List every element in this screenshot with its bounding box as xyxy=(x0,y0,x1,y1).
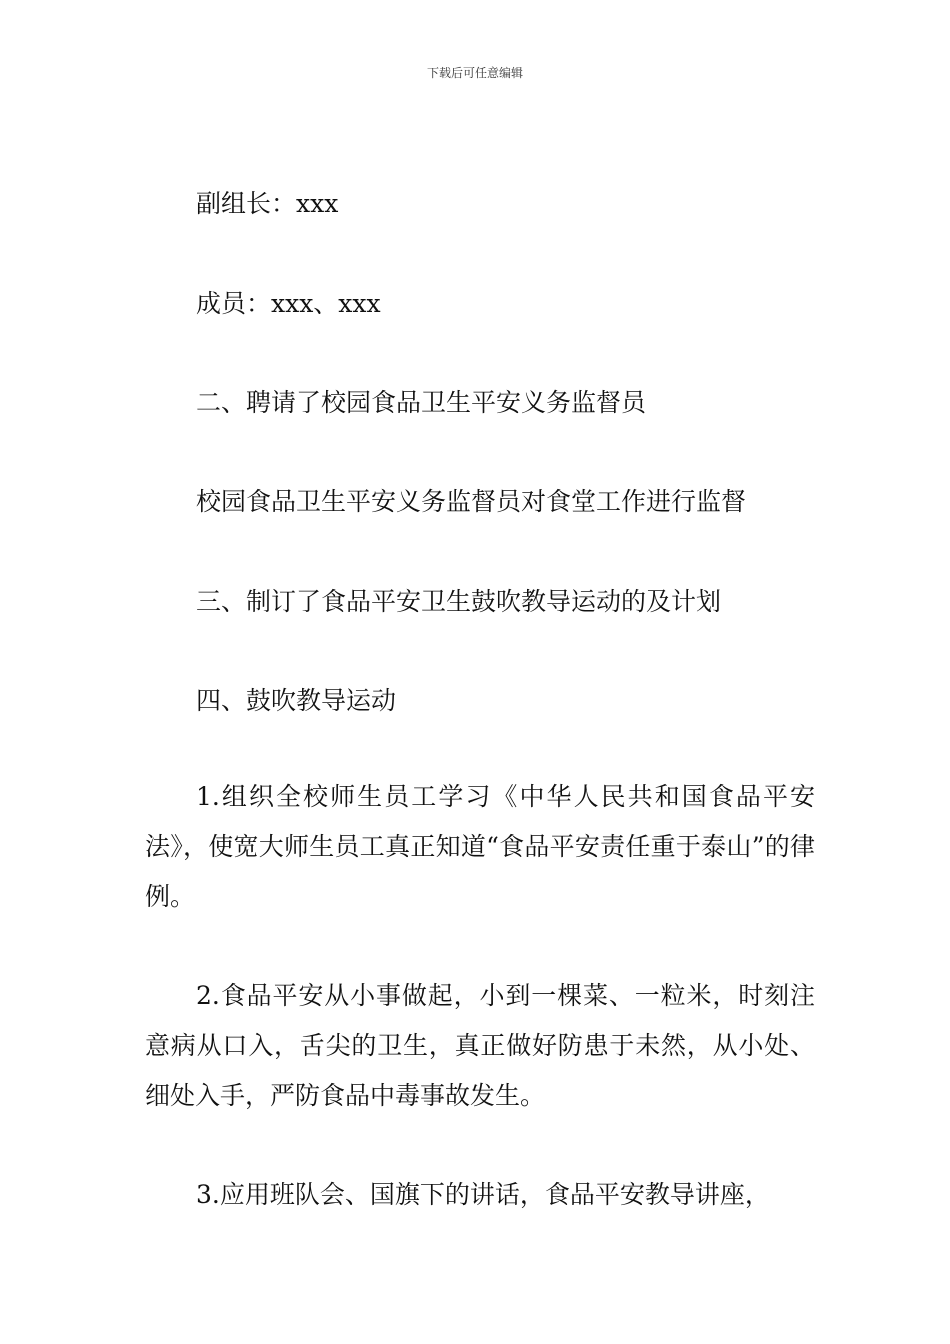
paragraph-2: 2.食品平安从小事做起，小到一棵菜、一粒米，时刻注意病从口入，舌尖的卫生，真正做好防患于未然，从小处、细处入手，严防食品中毒事故发生。 xyxy=(145,981,815,1110)
section-3-heading: 三、制订了食品平安卫生鼓吹教导运动的及计划 xyxy=(196,587,722,616)
section-4-heading: 四、鼓吹教导运动 xyxy=(196,686,397,715)
members-line: 成员：xxx、xxx xyxy=(196,289,381,318)
page-header: 下载后可任意编辑 xyxy=(426,66,523,80)
section-2-heading: 二、聘请了校园食品卫生平安义务监督员 xyxy=(196,388,647,417)
paragraph-1: 1.组织全校师生员工学习《中华人民共和国食品平安法》，使宽大师生员工真正知道“食品平安责任重于泰山”的律例。 xyxy=(145,782,815,911)
section-2-body: 校园食品卫生平安义务监督员对食堂工作进行监督 xyxy=(196,487,747,516)
paragraph-3: 3.应用班队会、国旗下的讲话，食品平安教导讲座， xyxy=(196,1180,770,1209)
vice-leader-line: 副组长：xxx xyxy=(196,189,339,218)
